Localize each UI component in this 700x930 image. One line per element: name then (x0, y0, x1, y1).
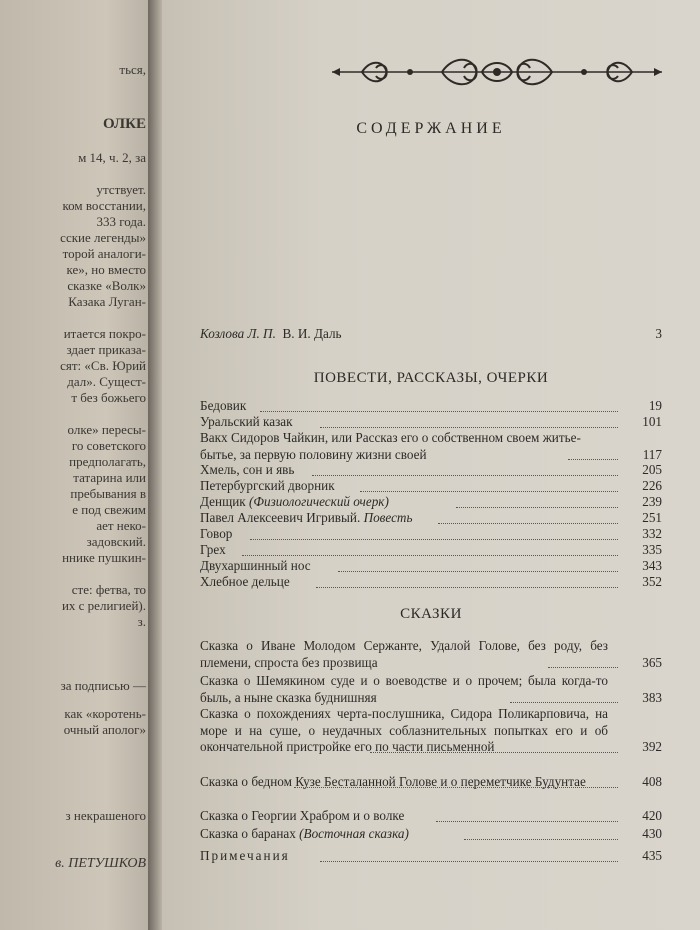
left-text-line: 333 года. (96, 214, 146, 229)
page-number: 251 (642, 510, 662, 525)
left-text-line: очный аполог» (63, 722, 146, 737)
entry-title: Двухаршинный нос (200, 558, 311, 573)
leader-dots (320, 427, 618, 428)
left-text-line: сказке «Волк» (67, 278, 146, 293)
toc-entry (200, 706, 662, 756)
page-number: 226 (642, 478, 662, 493)
page-number: 117 (642, 446, 662, 462)
page-number: 205 (642, 462, 662, 477)
left-text-line: татарина или (73, 470, 146, 485)
leader-dots (438, 523, 618, 524)
entry-title: Петербургский дворник (200, 478, 335, 493)
section-title: СКАЗКИ (400, 606, 462, 622)
left-text-line: ться, (119, 62, 146, 77)
leader-dots (260, 411, 618, 412)
entry-title: Сказка о бедном Кузе Бесталанной Голове и о переметчике Будунтае (200, 774, 586, 789)
left-text-line: м 14, ч. 2, за (78, 150, 146, 165)
leader-dots (294, 787, 618, 788)
entry-title: Сказка о баранах (200, 826, 296, 841)
left-text-line: за подписью — (60, 678, 146, 693)
page-number: 343 (642, 558, 662, 573)
leader-dots (316, 587, 618, 588)
leader-dots (250, 539, 618, 540)
toc-entry (200, 430, 662, 463)
entry-title: Примечания (200, 848, 290, 863)
entry-title: Сказка о Георгии Храбром и о волке (200, 808, 405, 823)
toc-entry (200, 414, 662, 431)
toc-entry (200, 326, 662, 343)
toc-title: СОДЕРЖАНИЕ (356, 120, 506, 137)
leader-dots (360, 491, 618, 492)
left-text-line: ком восстании, (62, 198, 146, 213)
toc-entry (200, 558, 662, 575)
leader-dots (568, 459, 618, 460)
leader-dots (464, 839, 618, 840)
section-title: ПОВЕСТИ, РАССКАЗЫ, ОЧЕРКИ (313, 370, 549, 386)
page-number: 335 (642, 542, 662, 557)
left-text-line: го советского (71, 438, 146, 453)
entry-subtitle: (Восточная сказка) (299, 826, 409, 841)
left-text-line: итается покро- (63, 326, 146, 341)
entry-title: Грех (200, 542, 226, 557)
left-text-line: утствует. (96, 182, 146, 197)
left-text-line: сские легенды» (60, 230, 146, 245)
toc-entry (200, 574, 662, 591)
leader-dots (312, 475, 618, 476)
right-page (162, 0, 700, 930)
left-text-line: здает приказа- (66, 342, 146, 357)
entry-title: В. И. Даль (282, 326, 342, 341)
entry-title: Денщик (200, 494, 246, 509)
toc-entry (200, 462, 662, 479)
entry-title: Сказка о Шемякином суде и о воеводстве и о прочем; была когда-то быль, а ныне сказка буднишняя (200, 673, 608, 705)
entry-author: Козлова Л. П. (200, 326, 276, 341)
entry-subtitle: (Физиологический очерк) (248, 494, 389, 509)
left-page (0, 0, 152, 930)
entry-title: Бедовик (200, 398, 247, 413)
toc-entry (200, 494, 662, 511)
leader-dots (338, 571, 618, 572)
left-text-line: ке», но вместо (66, 262, 146, 277)
page-number: 430 (642, 826, 662, 841)
entry-title: Вакх Сидоров Чайкин, или Рассказ его о собственном своем житье-бытье, за первую половину жизни своей (200, 430, 581, 462)
left-text-line: предполагать, (69, 454, 146, 469)
leader-dots (370, 752, 618, 753)
left-text-line: олке» пересы- (67, 422, 146, 437)
toc-entry (200, 398, 662, 415)
leader-dots (510, 702, 618, 703)
left-text-line: е под свежим (72, 502, 146, 517)
page-number: 420 (642, 808, 662, 823)
toc-entry (200, 510, 662, 527)
entry-title: Хлебное дельце (200, 574, 290, 589)
left-text-line: сте: фетва, то (71, 582, 146, 597)
left-text-line: ннике пушкин- (62, 550, 146, 565)
entry-title: Говор (200, 526, 233, 541)
page-number: 239 (642, 494, 662, 509)
leader-dots (456, 507, 618, 508)
entry-title: Хмель, сон и явь (200, 462, 295, 477)
left-text-line: Казака Луган- (68, 294, 146, 309)
left-text-line: дал». Сущест- (67, 374, 146, 389)
toc-entry (200, 808, 662, 825)
page-number: 365 (642, 654, 662, 670)
toc-entry (200, 638, 662, 671)
page-number: 352 (642, 574, 662, 589)
toc-entry (200, 826, 662, 843)
toc-entry (200, 848, 662, 865)
entry-title: Уральский казак (200, 414, 293, 429)
left-text-line: их с религией). (61, 598, 146, 613)
left-text-line: ОЛКЕ (103, 116, 146, 132)
leader-dots (242, 555, 618, 556)
left-text-line: т без божьего (71, 390, 146, 405)
left-text-line: з. (137, 614, 146, 629)
leader-dots (436, 821, 618, 822)
left-text-line: пребывания в (70, 486, 146, 501)
left-text-line: в. ПЕТУШКОВ (55, 856, 146, 871)
entry-title: Сказка о похождениях черта-послушника, Сидора Поликарповича, на море и на суше, о неудачных соблазнительных попытках его и об окончательной пристройке его по части письменной (200, 706, 608, 754)
toc-entry (200, 526, 662, 543)
toc-entry (200, 673, 662, 706)
page-number: 332 (642, 526, 662, 541)
page-number: 101 (642, 414, 662, 429)
page-number: 408 (642, 774, 662, 789)
leader-dots (548, 667, 618, 668)
leader-dots (320, 861, 618, 862)
left-text-line: сят: «Св. Юрий (60, 358, 146, 373)
toc-entry (200, 478, 662, 495)
left-text-line: торой аналоги- (62, 246, 146, 261)
toc-entry (200, 542, 662, 559)
page-number: 435 (642, 848, 662, 863)
toc-entry (200, 774, 662, 791)
left-text-line: з некрашеного (65, 808, 146, 823)
left-text-line: как «коротень- (64, 706, 146, 721)
left-text-line: задовский. (86, 534, 146, 549)
page-number: 392 (642, 739, 662, 754)
entry-title: Павел Алексеевич Игривый. (200, 510, 361, 525)
left-text-line: ает неко- (96, 518, 146, 533)
entry-subtitle: Повесть (363, 510, 413, 525)
ornament-icon (332, 52, 662, 92)
page-number: 3 (655, 326, 662, 341)
entry-title: Сказка о Иване Молодом Сержанте, Удалой Голове, без роду, без племени, спроста без прозвища (200, 638, 608, 670)
page-number: 383 (642, 689, 662, 705)
page-number: 19 (648, 398, 662, 413)
